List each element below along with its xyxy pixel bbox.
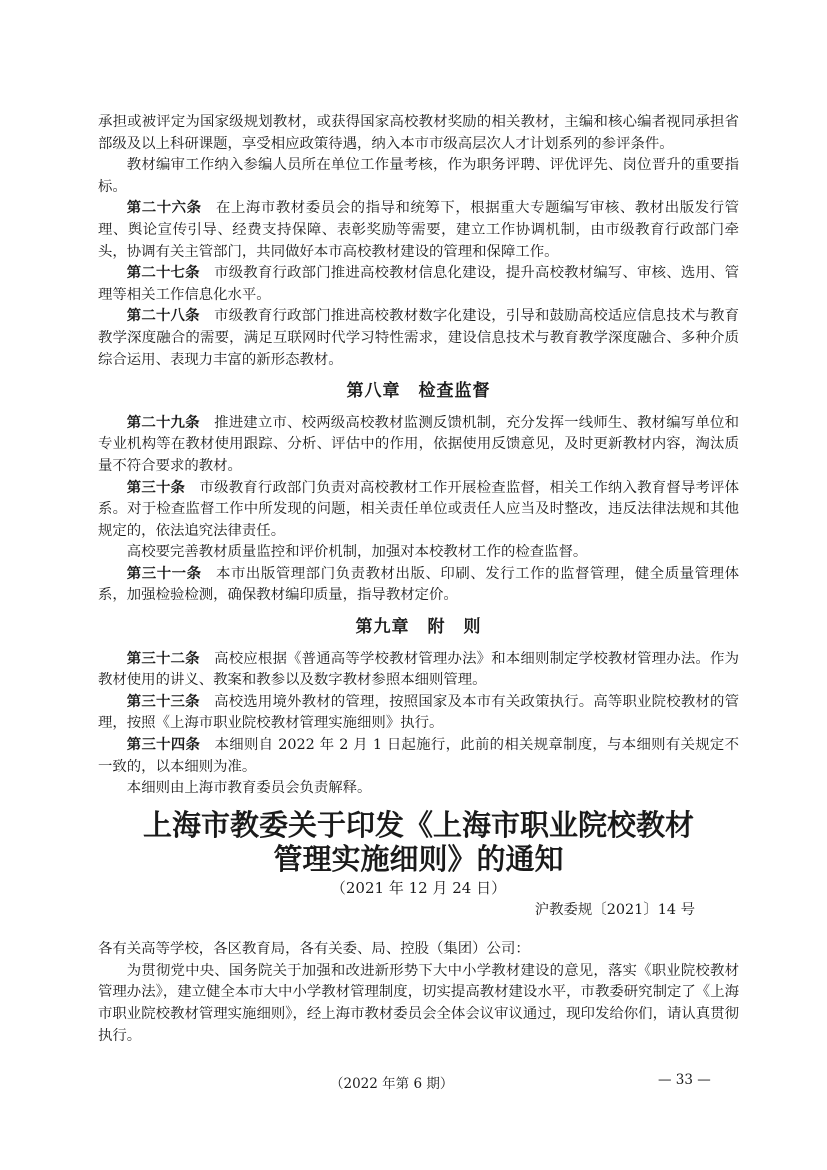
article-text: 教材编审工作纳入参编人员所在单位工作量考核，作为职务评聘、评优评先、岗位晋升的重要指标。 bbox=[98, 157, 739, 195]
article-paragraph bbox=[98, 478, 739, 543]
article-text: 市级教育行政部门负责对高校教材工作开展检查监督，相关工作纳入教育督导考评体系。对于检查监督工作中所发现的问题，相关责任单位或责任人应当及时整改，违反法律法规和其他规定的，依法追究法律责任。 bbox=[98, 479, 739, 539]
notice-section bbox=[98, 808, 739, 1047]
article-paragraph bbox=[98, 649, 739, 692]
notice-body: 为贯彻党中央、国务院关于加强和改进新形势下大中小学教材建设的意见，落实《职业院校教材管理办法》，建立健全本市大中小学教材管理制度，切实提高教材建设水平，市教委研究制定了《上海市职业院校教材管理实施细则》，经上海市教材委员会全体会议审议通过，现印发给你们，请认真贯彻执行。 bbox=[98, 962, 739, 1044]
article-text: 市级教育行政部门推进高校教材数字化建设，引导和鼓励高校适应信息技术与教育教学深度融合的需要，满足互联网时代学习特性需求，建设信息技术与教育教学深度融合、多种介质综合运用、表现力丰富的新形态教材。 bbox=[98, 308, 739, 368]
article-text: 高校要完善教材质量监控和评价机制，加强对本校教材工作的检查监督。 bbox=[126, 544, 588, 561]
article-text: 本细则自 2022 年 2 月 1 日起施行，此前的相关规章制度，与本细则有关规定不一致的，以本细则为准。 bbox=[98, 737, 739, 775]
page-number: — 33 — bbox=[658, 1072, 711, 1088]
article-paragraph bbox=[98, 263, 739, 306]
article-text: 在上海市教材委员会的指导和统筹下，根据重大专题编写审核、教材出版发行管理、舆论宣传引导、经费支持保障、表彰奖励等需要，建立工作协调机制，由市级教育行政部门牵头，协调有关主管部门，共同做好本市高校教材建设的管理和保障工作。 bbox=[98, 200, 739, 260]
article-number: 第二十八条 bbox=[126, 308, 200, 325]
article-body bbox=[98, 112, 739, 800]
document-number: 沪教委规〔2021〕14 号 bbox=[534, 901, 695, 918]
article-paragraph bbox=[98, 155, 739, 198]
article-paragraph bbox=[98, 778, 739, 800]
article-text: 高校应根据《普通高等学校教材管理办法》和本细则制定学校教材管理办法。作为教材使用的讲义、教案和教参以及数字教材参照本细则管理。 bbox=[98, 650, 739, 689]
section-chapter-9 bbox=[98, 649, 739, 800]
chapter-9-heading: 第九章 附 则 bbox=[355, 617, 482, 638]
article-paragraph bbox=[98, 413, 739, 478]
issue-label: （2022 年第 6 期） bbox=[330, 1076, 454, 1092]
article-paragraph bbox=[98, 112, 739, 155]
article-paragraph bbox=[98, 692, 739, 735]
addressee: 各有关高等学校，各区教育局，各有关委、局、控股（集团）公司： bbox=[98, 941, 530, 958]
notice-date: （2021 年 12 月 24 日） bbox=[330, 879, 507, 897]
article-paragraph bbox=[98, 306, 739, 371]
article-number: 第二十七条 bbox=[126, 265, 200, 282]
article-text: 本市出版管理部门负责教材出版、印刷、发行工作的监督管理，健全质量管理体系，加强检验检测，确保教材编印质量，指导教材定价。 bbox=[98, 565, 739, 604]
article-number: 第三十条 bbox=[126, 479, 186, 496]
section-top bbox=[98, 112, 739, 371]
article-text: 承担或被评定为国家级规划教材，或获得国家高校教材奖励的相关教材，主编和核心编者视同承担省部级及以上科研课题，享受相应政策待遇，纳入本市市级高层次人才计划系列的参评条件。 bbox=[98, 114, 739, 152]
article-number: 第二十九条 bbox=[126, 414, 200, 431]
notice-title-line-1: 上海市教委关于印发《上海市职业院校教材 bbox=[142, 808, 694, 842]
section-chapter-8 bbox=[98, 413, 739, 607]
article-text: 本细则由上海市教育委员会负责解释。 bbox=[126, 780, 372, 797]
article-number: 第三十二条 bbox=[126, 650, 200, 667]
article-number: 第三十四条 bbox=[126, 737, 201, 754]
article-number: 第二十六条 bbox=[126, 200, 202, 217]
article-paragraph bbox=[98, 198, 739, 263]
article-text: 推进建立市、校两级高校教材监测反馈机制，充分发挥一线师生、教材编写单位和专业机构等在教材使用跟踪、分析、评估中的作用，依据使用反馈意见，及时更新教材内容，淘汰质量不符合要求的教材。 bbox=[98, 414, 739, 474]
article-paragraph bbox=[98, 542, 739, 564]
notice-title-line-2: 管理实施细则》的通知 bbox=[273, 842, 564, 876]
article-text: 高校选用境外教材的管理，按照国家及本市有关政策执行。高等职业院校教材的管理，按照《上海市职业院校教材管理实施细则》执行。 bbox=[98, 693, 739, 732]
article-paragraph bbox=[98, 564, 739, 607]
article-number: 第三十三条 bbox=[126, 693, 200, 710]
article-text: 市级教育行政部门推进高校教材信息化建设，提升高校教材编写、审核、选用、管理等相关工作信息化水平。 bbox=[98, 265, 739, 303]
chapter-8-heading: 第八章 检查监督 bbox=[346, 381, 491, 402]
article-paragraph bbox=[98, 735, 739, 778]
article-number: 第三十一条 bbox=[126, 565, 202, 582]
